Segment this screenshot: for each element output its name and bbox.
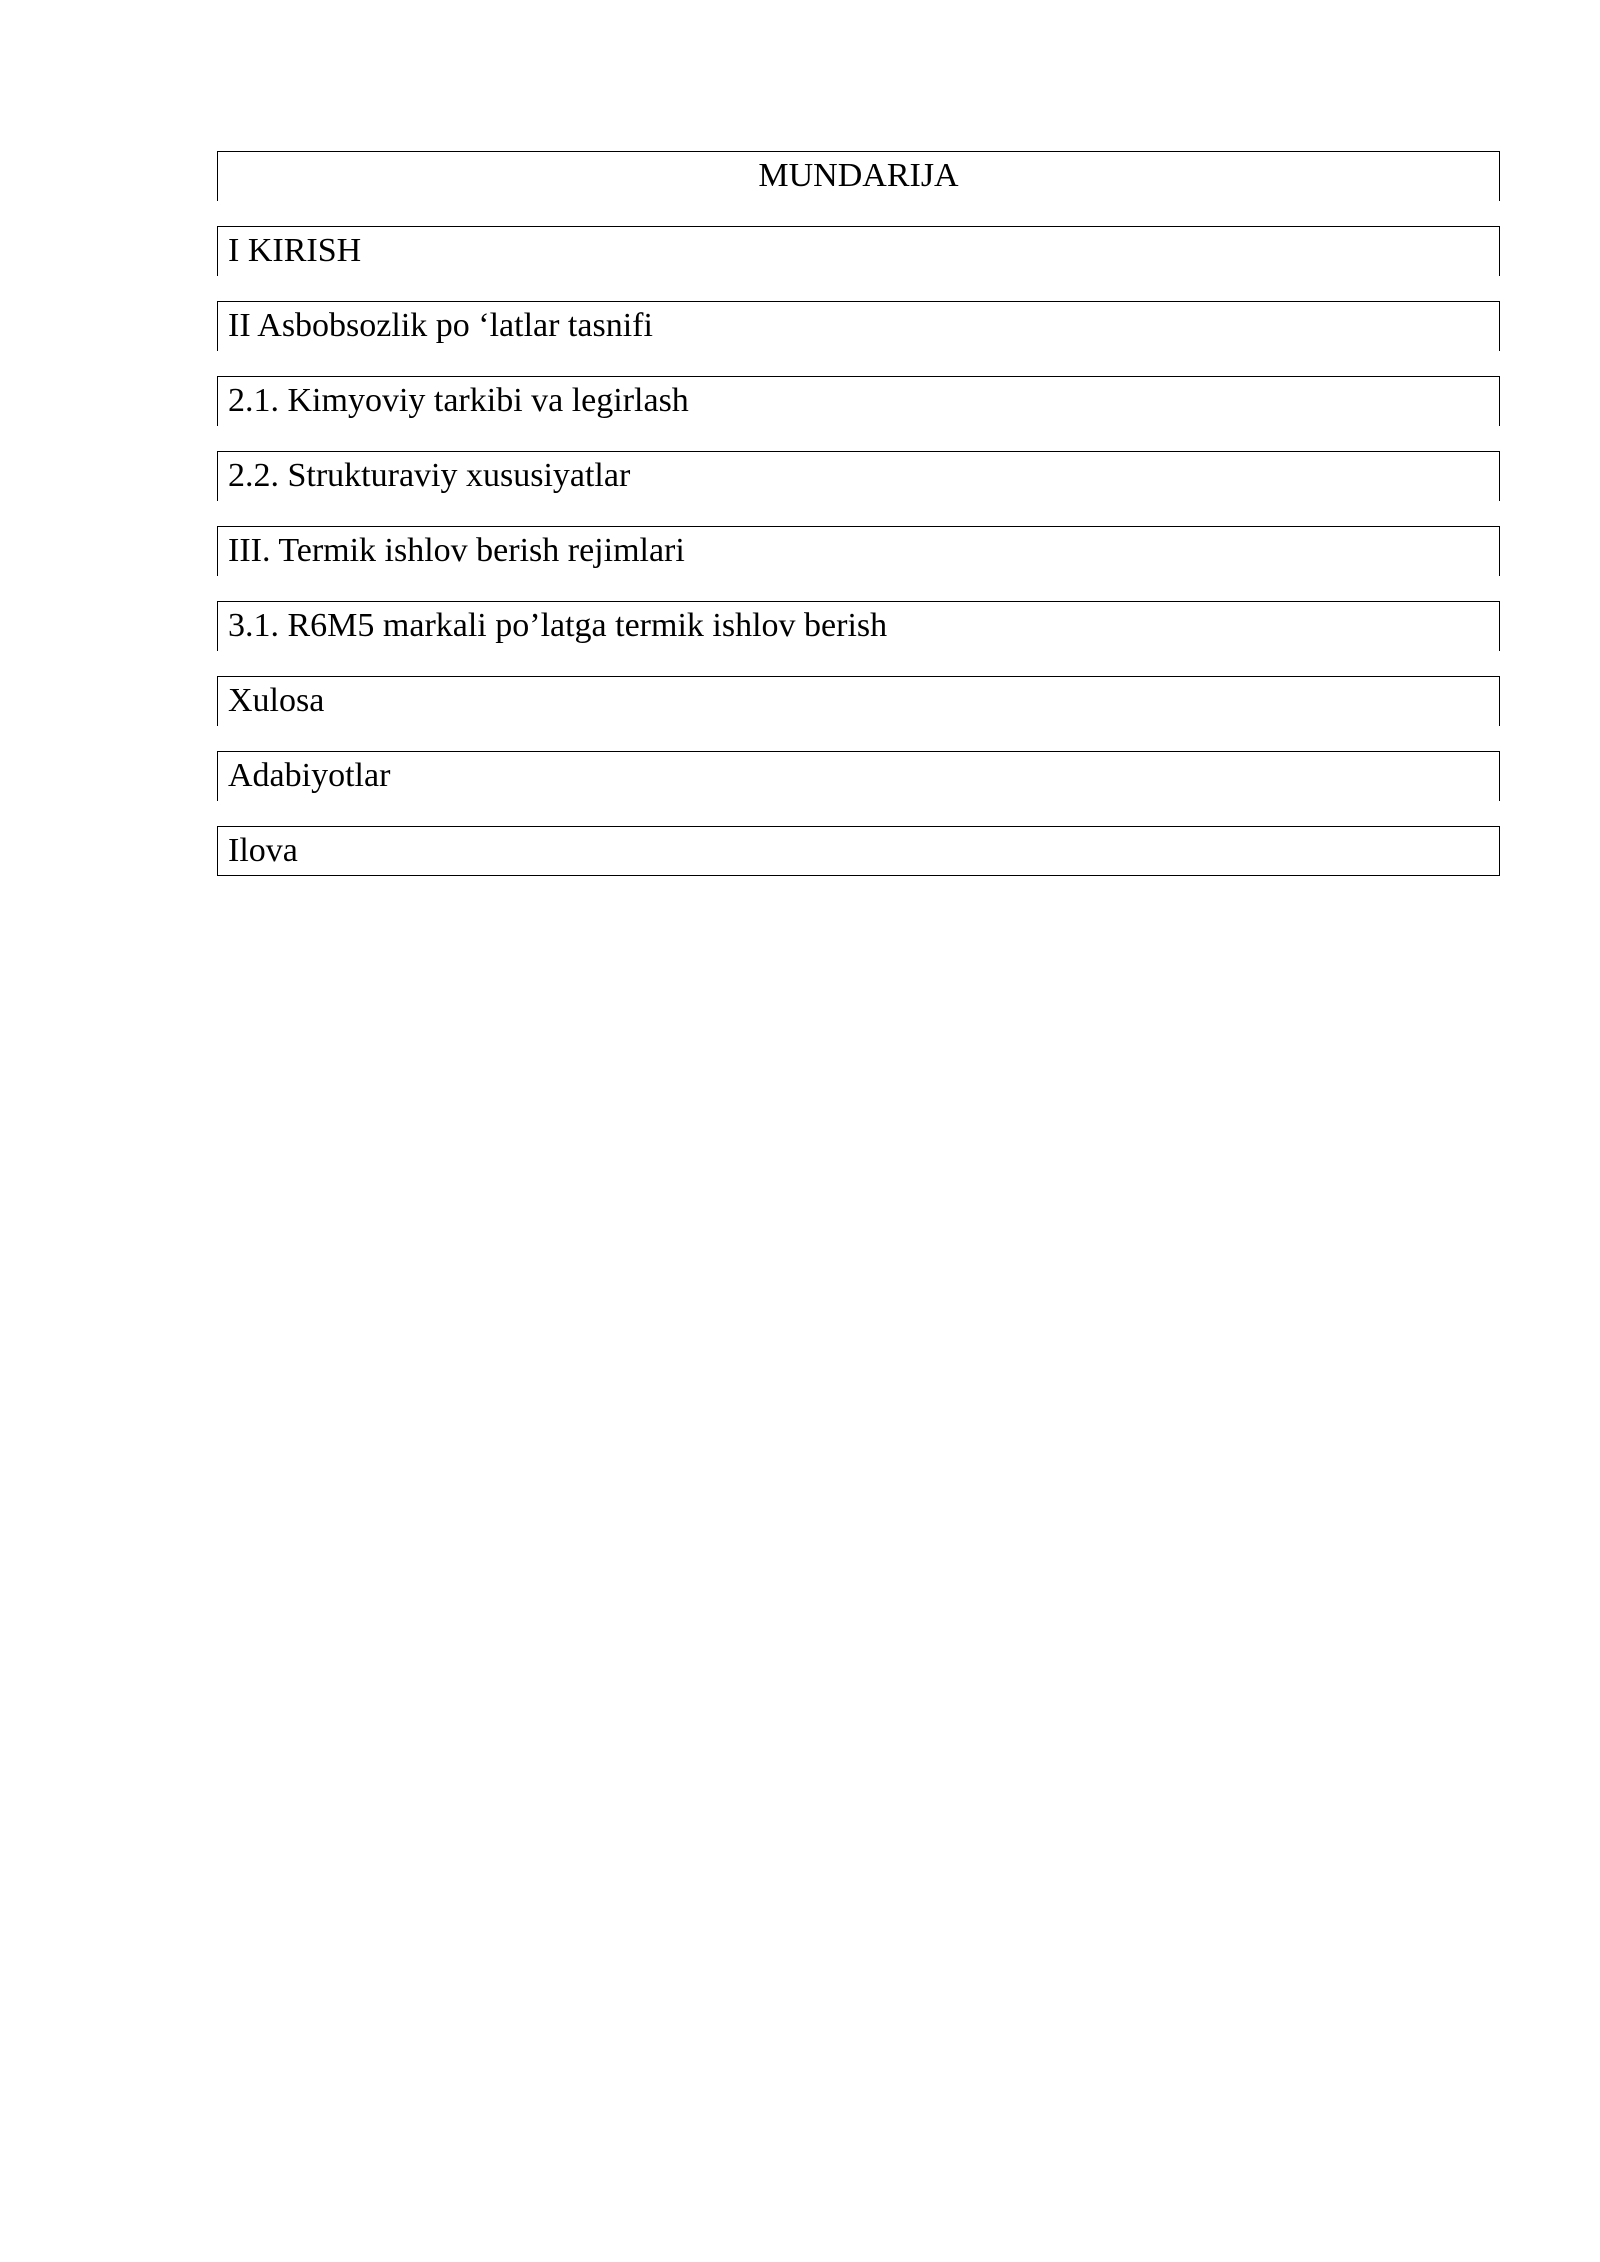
table-of-contents	[217, 151, 1500, 901]
toc-item-kimyoviy-tarkibi: 2.1. Kimyoviy tarkibi va legirlash	[217, 376, 1500, 426]
toc-item-termik-ishlov: III. Termik ishlov berish rejimlari	[217, 526, 1500, 576]
toc-item-kirish: I KIRISH	[217, 226, 1500, 276]
toc-item-adabiyotlar: Adabiyotlar	[217, 751, 1500, 801]
toc-title: MUNDARIJA	[217, 151, 1500, 201]
toc-item-strukturaviy: 2.2. Strukturaviy xususiyatlar	[217, 451, 1500, 501]
toc-item-asbobsozlik: II Asbobsozlik po ‘latlar tasnifi	[217, 301, 1500, 351]
toc-item-xulosa: Xulosa	[217, 676, 1500, 726]
toc-item-ilova: Ilova	[217, 826, 1500, 876]
toc-item-r6m5: 3.1. R6M5 markali po’latga termik ishlov berish	[217, 601, 1500, 651]
